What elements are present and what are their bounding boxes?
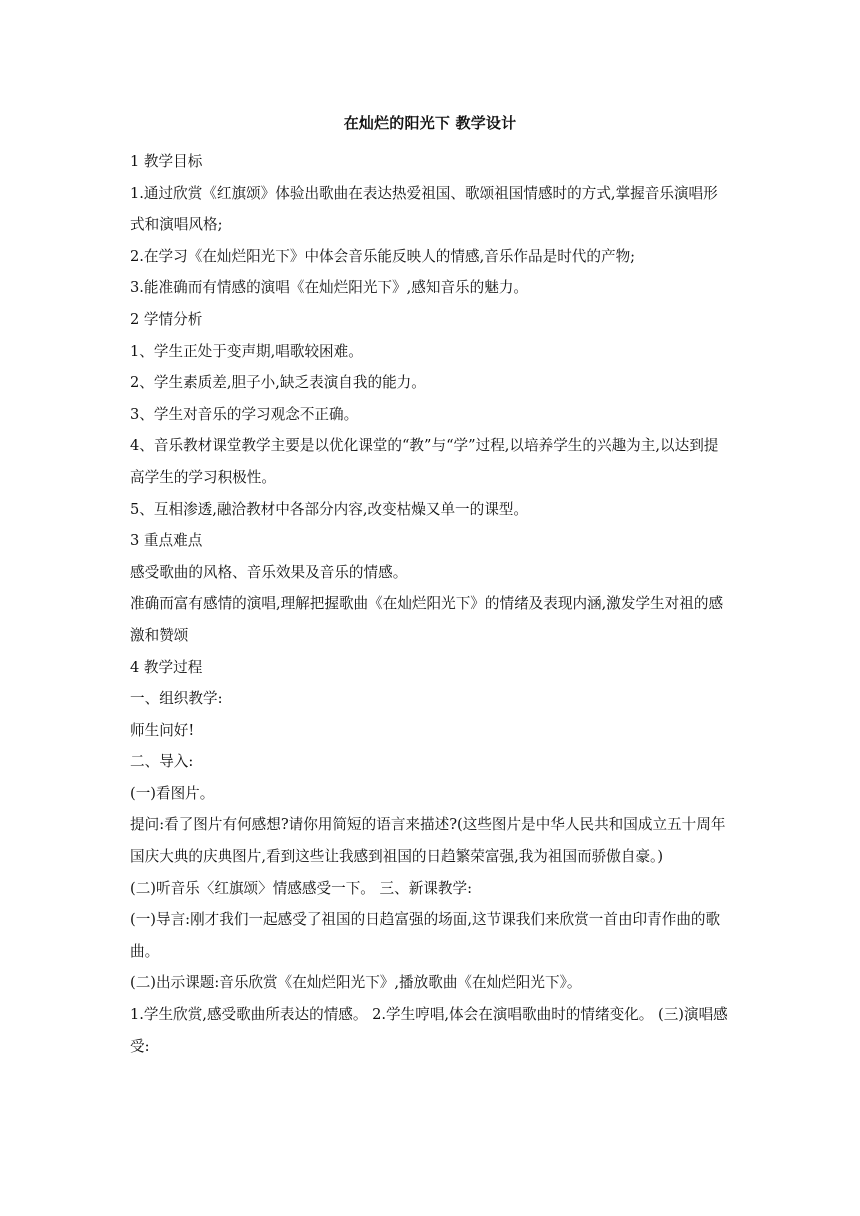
heading-student-analysis: 2 学情分析 — [130, 310, 203, 328]
paragraph: 2、学生素质差,胆子小,缺乏表演自我的能力。 — [130, 374, 426, 392]
paragraph: 2.在学习《在灿烂阳光下》中体会音乐能反映人的情感,音乐作品是时代的产物; — [130, 247, 636, 265]
paragraph: 5、互相渗透,融洽教材中各部分内容,改变枯燥又单一的课型。 — [130, 500, 529, 518]
paragraph: 1.通过欣赏《红旗颂》体验出歌曲在表达热爱祖国、歌颂祖国情感时的方式,掌握音乐演唱形式和演唱风格; — [130, 184, 718, 234]
paragraph: 提问:看了图片有何感想?请你用简短的语言来描述?(这些图片是中华人民共和国成立五十周年国庆大典的庆典图片,看到这些让我感到祖国的日趋繁荣富强,我为祖国而骄傲自豪。) — [130, 816, 726, 866]
paragraph: 1、学生正处于变声期,唱歌较困难。 — [130, 342, 363, 360]
paragraph: 感受歌曲的风格、音乐效果及音乐的情感。 — [130, 563, 408, 581]
document-body — [130, 146, 730, 1062]
paragraph: 3、学生对音乐的学习观念不正确。 — [130, 405, 359, 423]
paragraph: 4、音乐教材课堂教学主要是以优化课堂的“教”与“学”过程,以培养学生的兴趣为主,以达到提高学生的学习积极性。 — [130, 437, 719, 486]
paragraph: 一、组织教学: — [130, 690, 223, 708]
paragraph: 二、导入: — [130, 753, 194, 771]
paragraph: (二)听音乐〈红旗颂〉情感感受一下。 三、新课教学: — [130, 879, 473, 897]
paragraph: (二)出示课题:音乐欣赏《在灿烂阳光下》,播放歌曲《在灿烂阳光下》。 — [130, 974, 582, 992]
paragraph: 准确而富有感情的演唱,理解把握歌曲《在灿烂阳光下》的情绪及表现内涵,激发学生对祖的感激和赞颂 — [130, 595, 724, 644]
paragraph: (一)看图片。 — [130, 784, 215, 802]
document-title: 在灿烂的阳光下 教学设计 — [343, 114, 517, 132]
heading-teaching-process: 4 教学过程 — [130, 658, 203, 676]
paragraph: 1.学生欣赏,感受歌曲所表达的情感。 2.学生哼唱,体会在演唱歌曲时的情绪变化。 (三)演唱感受: — [130, 1006, 728, 1055]
heading-key-points: 3 重点难点 — [130, 532, 203, 550]
heading-teaching-goals: 1 教学目标 — [130, 153, 203, 170]
paragraph: 3.能准确而有情感的演唱《在灿烂阳光下》,感知音乐的魅力。 — [130, 279, 529, 297]
paragraph: 师生问好! — [130, 721, 195, 739]
paragraph: (一)导言:刚才我们一起感受了祖国的日趋富强的场面,这节课我们来欣赏一首由印青作曲的歌曲。 — [130, 911, 721, 960]
